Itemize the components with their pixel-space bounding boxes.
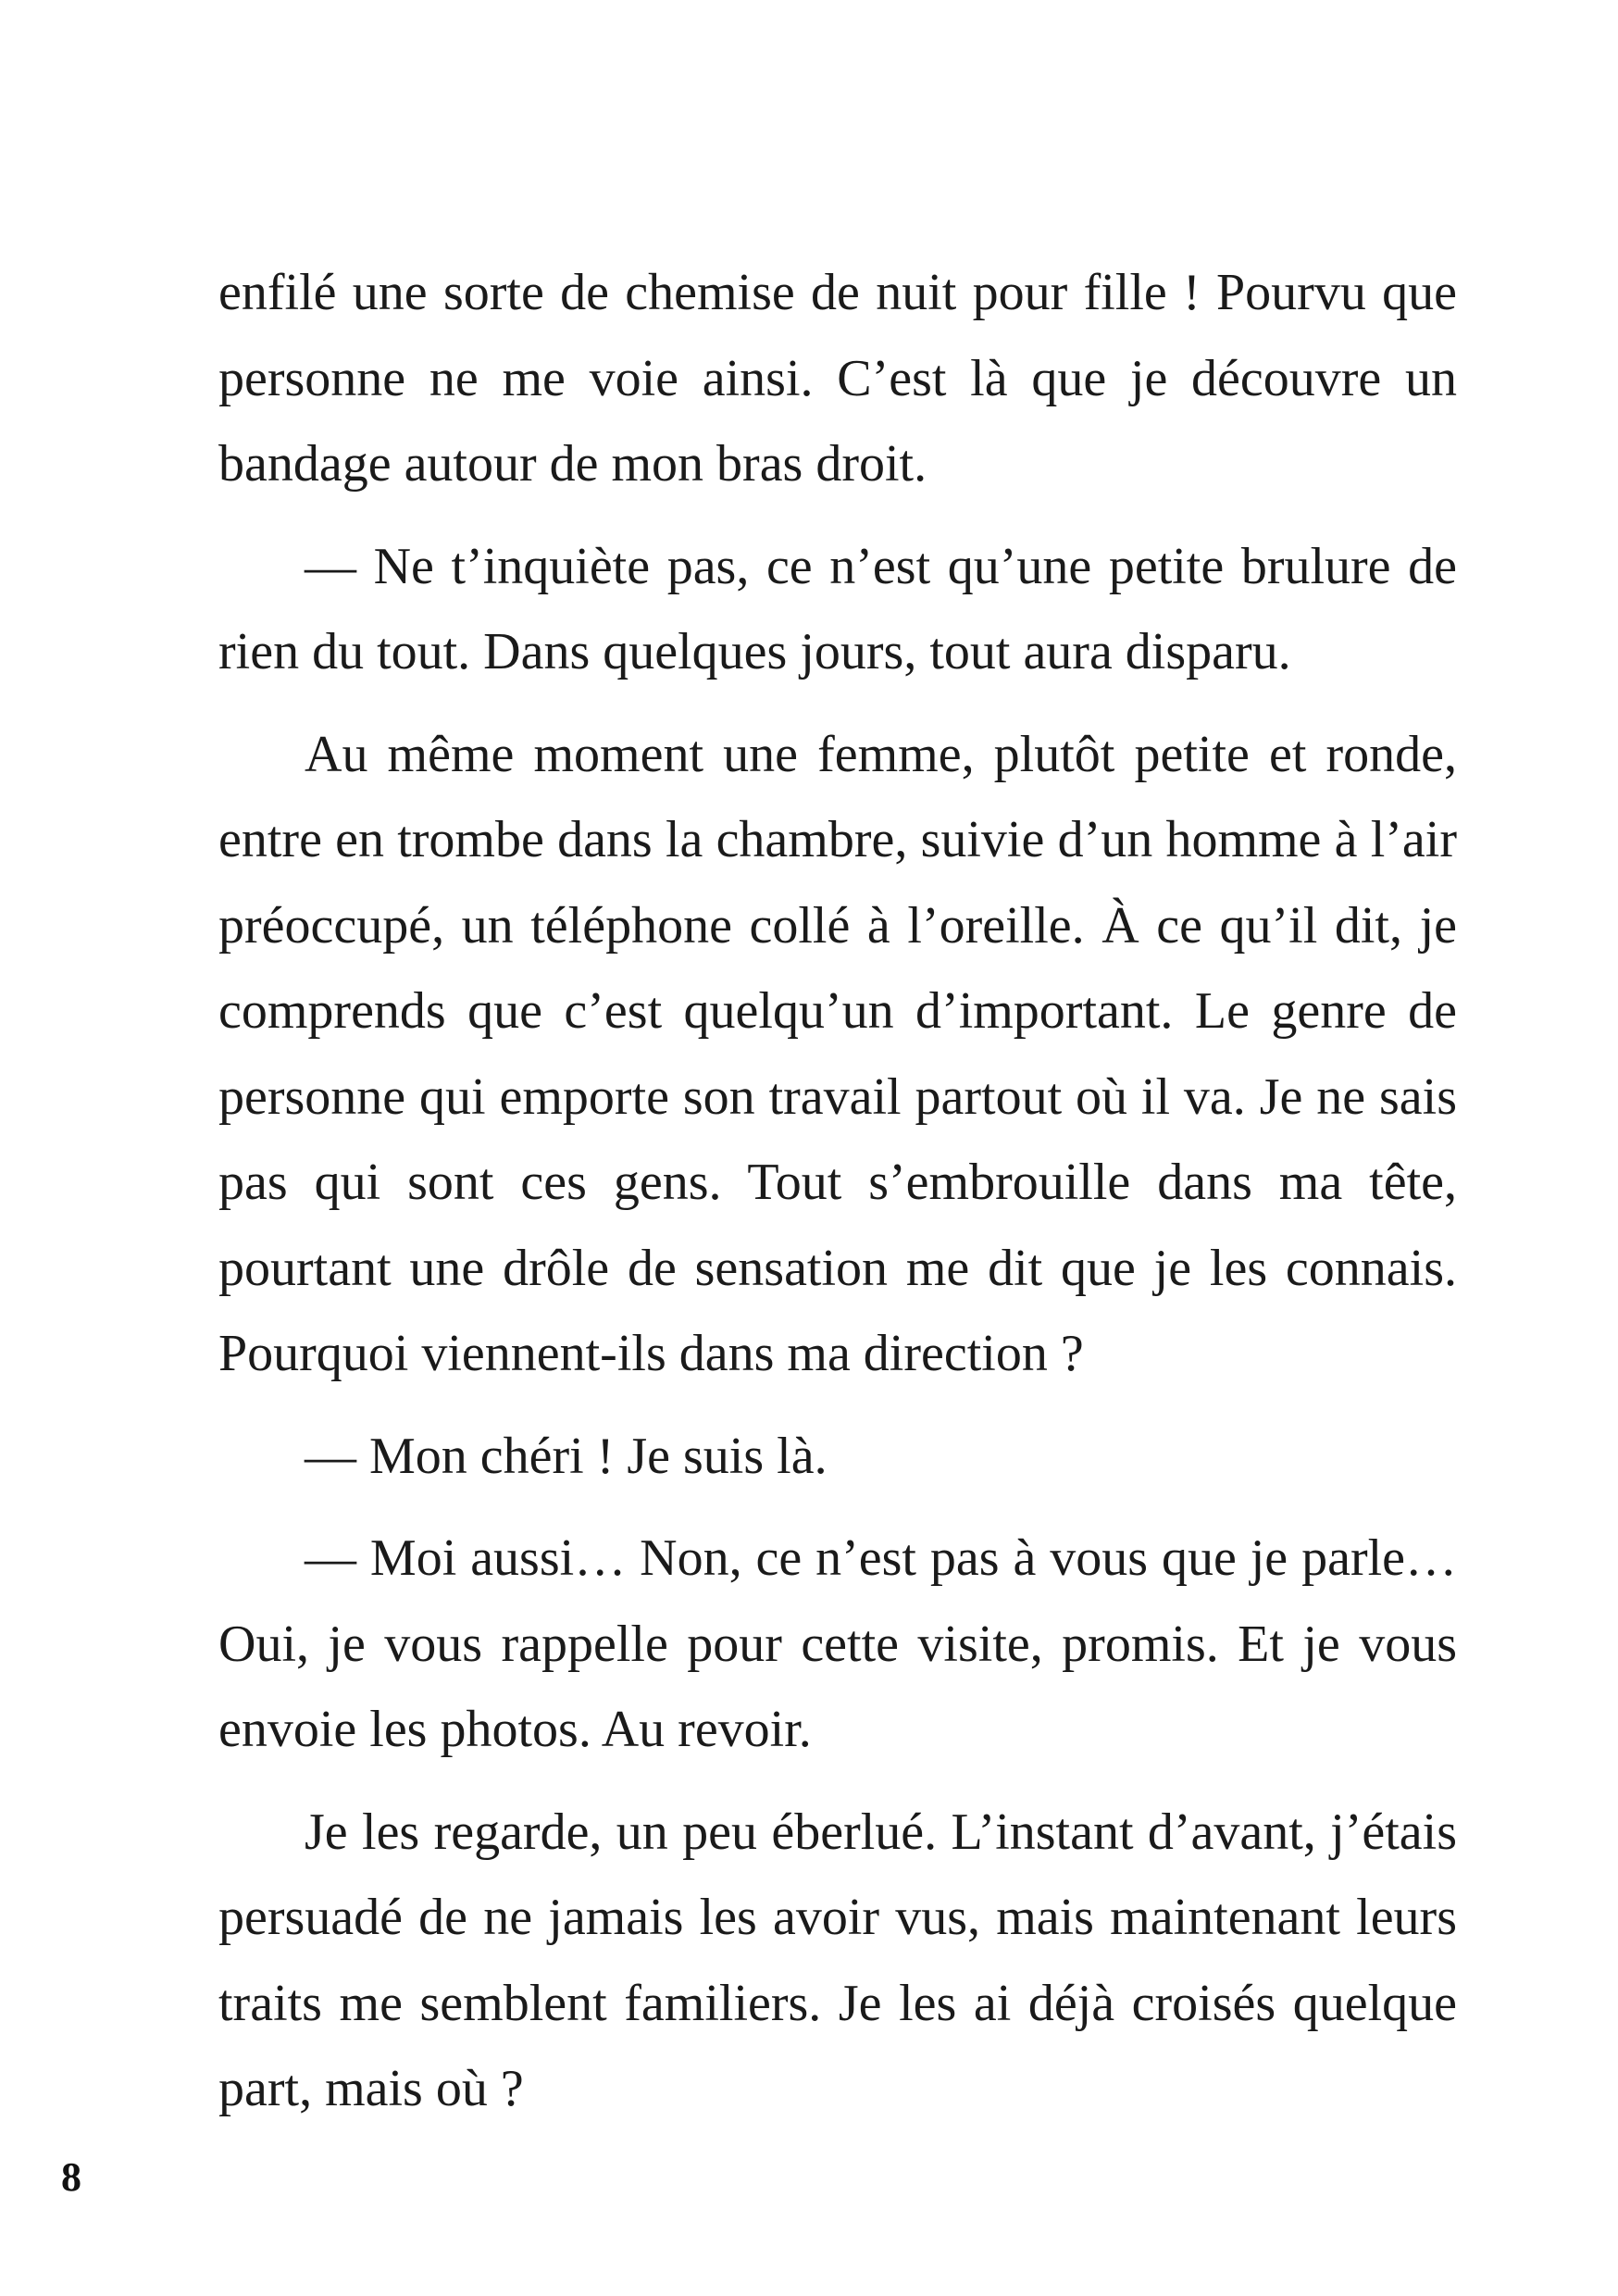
paragraph-5: — Moi aussi… Non, ce n’est pas à vous que je parle… Oui, je vous rappelle pour cette visite, promis. Et je vous envoie les photos. Au revoir. <box>218 1529 1457 1758</box>
paragraph-1: enfilé une sorte de chemise de nuit pour fille ! Pourvu que personne ne me voie ainsi. C’est là que je découvre un bandage autour de mon bras droit. <box>218 264 1457 493</box>
paragraph-4: — Mon chéri ! Je suis là. <box>305 1427 828 1485</box>
paragraph-6: Je les regarde, un peu éberlué. L’instant d’avant, j’étais persuadé de ne jamais les avoir vus, mais maintenant leurs traits me semblent familiers. Je les ai déjà croisés quelque part, mais où ? <box>218 1803 1457 2117</box>
paragraph-3: Au même moment une femme, plutôt petite et ronde, entre en trombe dans la chambre, suivie d’un homme à l’air préoccupé, un téléphone collé à l’oreille. À ce qu’il dit, je comprends que c’est quelqu’un d’important. Le genre de personne qui emporte son travail partout où il va. Je ne sais pas qui sont ces gens. Tout s’embrouille dans ma tête, pourtant une drôle de sensation me dit que je les connais. Pourquoi viennent-ils dans ma direction ? <box>218 725 1457 1382</box>
page-number: 8 <box>61 2154 81 2200</box>
paragraph-2: — Ne t’inquiète pas, ce n’est qu’une petite brulure de rien du tout. Dans quelques jours, tout aura disparu. <box>218 537 1457 680</box>
page-body <box>218 250 1457 2149</box>
